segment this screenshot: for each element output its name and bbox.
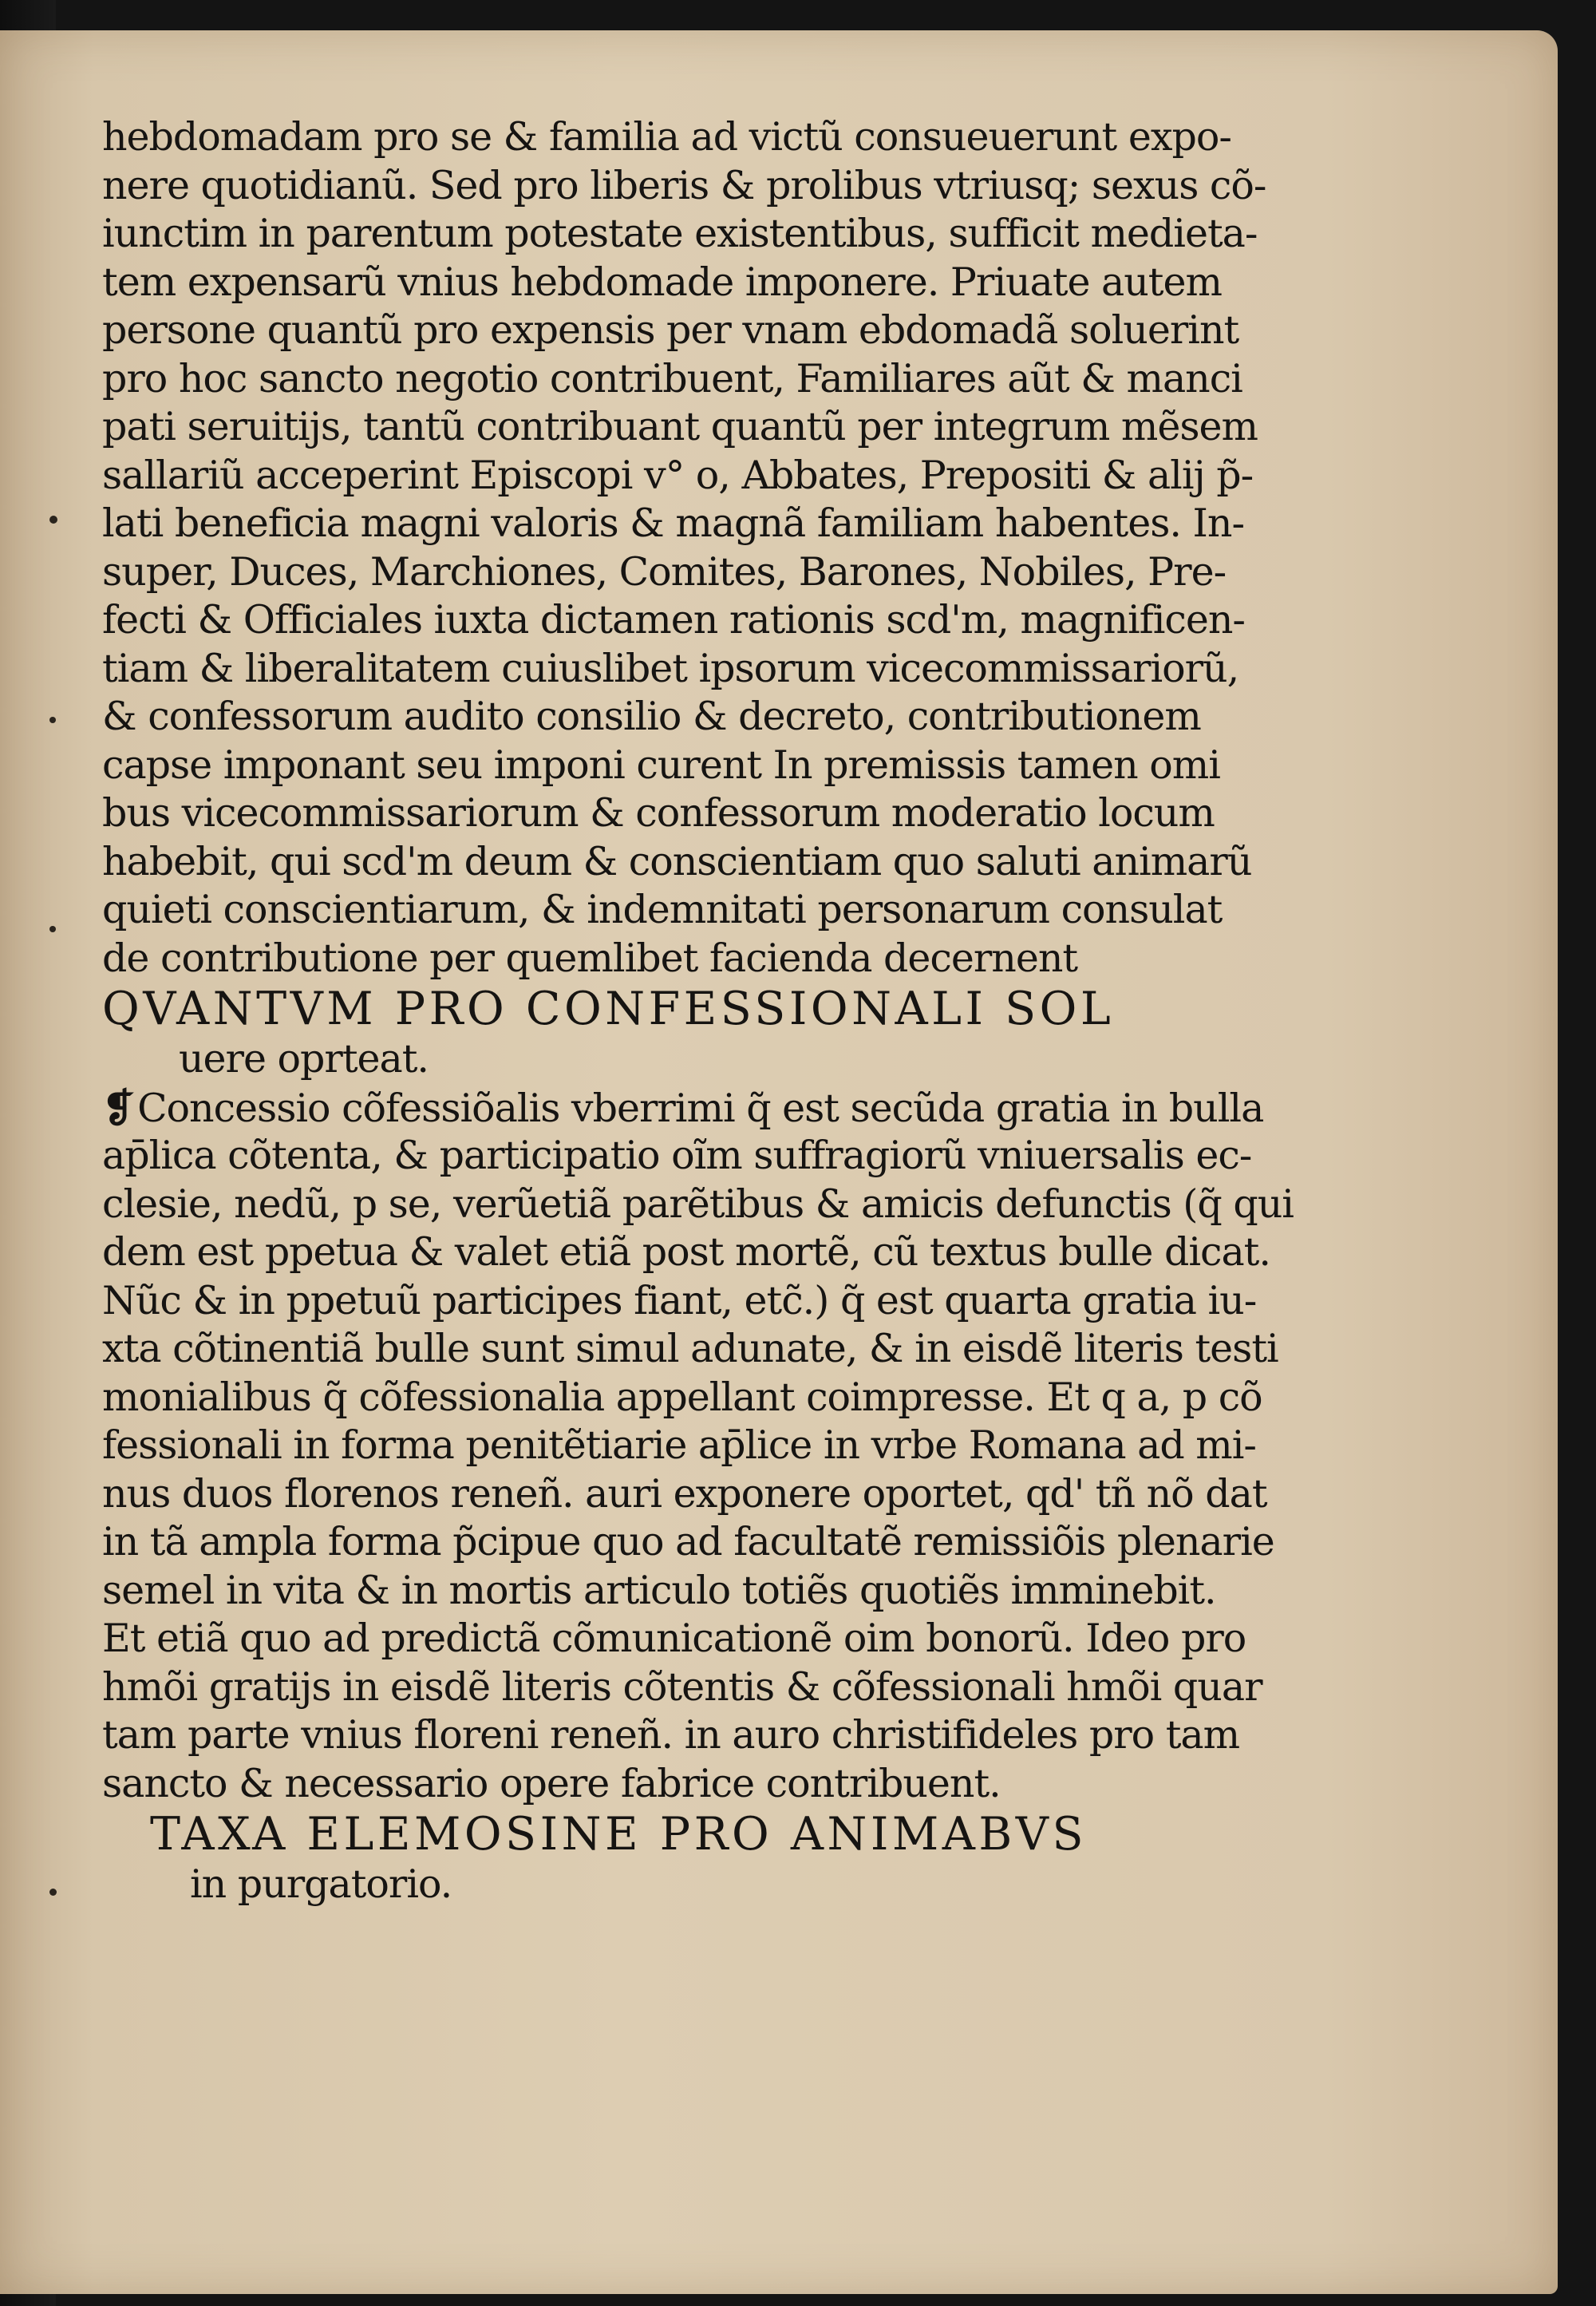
text-line: monialibus q̃ cõfessionalia appellant coimpresse. Et q a, p cõ bbox=[102, 1374, 1262, 1420]
text-line: quieti conscientiarum, & indemnitati personarum consulat bbox=[102, 887, 1223, 932]
text-line: nus duos florenos reneñ. auri exponere oportet, qd' tñ nõ dat bbox=[102, 1470, 1267, 1517]
text-line: clesie, nedũ, p se, verũetiã parẽtibus & amicis defunctis (q̃ qui bbox=[102, 1181, 1294, 1227]
section-heading-taxa: TAXA ELEMOSINE PRO ANIMABVS bbox=[150, 1808, 1088, 1861]
margin-ink-speck bbox=[49, 516, 57, 524]
pilcrow-mark: ❡ bbox=[102, 1084, 135, 1131]
paragraph-confessional bbox=[102, 1084, 1294, 1809]
margin-ink-speck bbox=[49, 717, 56, 723]
text-line: tem expensarũ vnius hebdomade imponere. Priuate autem bbox=[102, 259, 1222, 305]
text-line: hmõi gratijs in eisdẽ literis cõtentis & cõfessionali hmõi quar bbox=[102, 1663, 1262, 1710]
text-line: de contributione per quemlibet facienda decernent bbox=[102, 935, 1078, 981]
text-line: lati beneficia magni valoris & magnã familiam habentes. In- bbox=[102, 500, 1245, 546]
text-line-content: Concessio cõfessiõalis vberrimi q̃ est secũda gratia in bulla bbox=[137, 1085, 1264, 1131]
text-line: dem est ppetua & valet etiã post mortẽ, cũ textus bulle dicat. bbox=[102, 1229, 1270, 1275]
text-line: in tã ampla forma p̃cipue quo ad facultatẽ remissiõis plenarie bbox=[102, 1519, 1274, 1564]
text-line: Et etiã quo ad predictã cõmunicationẽ oim bonorũ. Ideo pro bbox=[102, 1616, 1246, 1661]
text-line: hebdomadam pro se & familia ad victũ consueuerunt expo- bbox=[102, 114, 1231, 160]
text-line: fecti & Officiales iuxta dictamen rationis scd'm, magnificen- bbox=[102, 597, 1245, 643]
text-line: habebit, qui scd'm deum & conscientiam quo saluti animarũ bbox=[102, 838, 1252, 884]
paragraph-contributions bbox=[102, 113, 1266, 983]
text-line: fessionali in forma penitẽtiarie ap̄lice in vrbe Romana ad mi- bbox=[102, 1422, 1256, 1468]
text-line: semel in vita & in mortis articulo totiẽs quotiẽs imminebit. bbox=[102, 1567, 1216, 1613]
text-line: tam parte vnius floreni reneñ. in auro christifideles pro tam bbox=[102, 1712, 1240, 1758]
text-line: Nũc & in ppetuũ participes fiant, etc̃.) q̃ est quarta gratia iu- bbox=[102, 1277, 1257, 1323]
section-heading-continuation: uere oprteat. bbox=[179, 1036, 429, 1082]
text-line: persone quantũ pro expensis per vnam ebdomadã soluerint bbox=[102, 307, 1239, 353]
text-line: bus vicecommissariorum & confessorum moderatio locum bbox=[102, 790, 1215, 836]
text-line: sallariũ acceperint Episcopi v° o, Abbates, Prepositi & alij p̃- bbox=[102, 452, 1254, 498]
text-line: iunctim in parentum potestate existentibus, sufficit medieta- bbox=[102, 211, 1258, 256]
text-line: capse imponant seu imponi curent In premissis tamen omi bbox=[102, 742, 1220, 788]
text-line: nere quotidianũ. Sed pro liberis & prolibus vtriusq; sexus cõ- bbox=[102, 162, 1266, 208]
margin-ink-speck bbox=[49, 926, 56, 932]
text-line: pro hoc sancto negotio contribuent, Familiares aũt & manci bbox=[102, 355, 1242, 401]
printed-text-block bbox=[102, 113, 1294, 1909]
text-line: ap̄lica cõtenta, & participatio oĩm suffragiorũ vniuersalis ec- bbox=[102, 1133, 1252, 1178]
text-line: & confessorum audito consilio & decreto, contributionem bbox=[102, 694, 1201, 739]
text-line: xta cõtinentiã bulle sunt simul adunate, & in eisdẽ literis testi bbox=[102, 1326, 1278, 1371]
text-line-first bbox=[102, 1084, 1264, 1133]
section-heading-confessional: QVANTVM PRO CONFESSIONALI SOL bbox=[102, 983, 1115, 1035]
text-line: tiam & liberalitatem cuiuslibet ipsorum vicecommissariorũ, bbox=[102, 645, 1239, 691]
text-line: pati seruitijs, tantũ contribuant quantũ per integrum mẽsem bbox=[102, 404, 1258, 449]
text-line: sancto & necessario opere fabrice contribuent. bbox=[102, 1760, 1001, 1806]
section-heading-continuation: in purgatorio. bbox=[190, 1861, 452, 1907]
margin-ink-speck bbox=[49, 1889, 57, 1896]
text-line: super, Duces, Marchiones, Comites, Barones, Nobiles, Pre- bbox=[102, 548, 1227, 595]
